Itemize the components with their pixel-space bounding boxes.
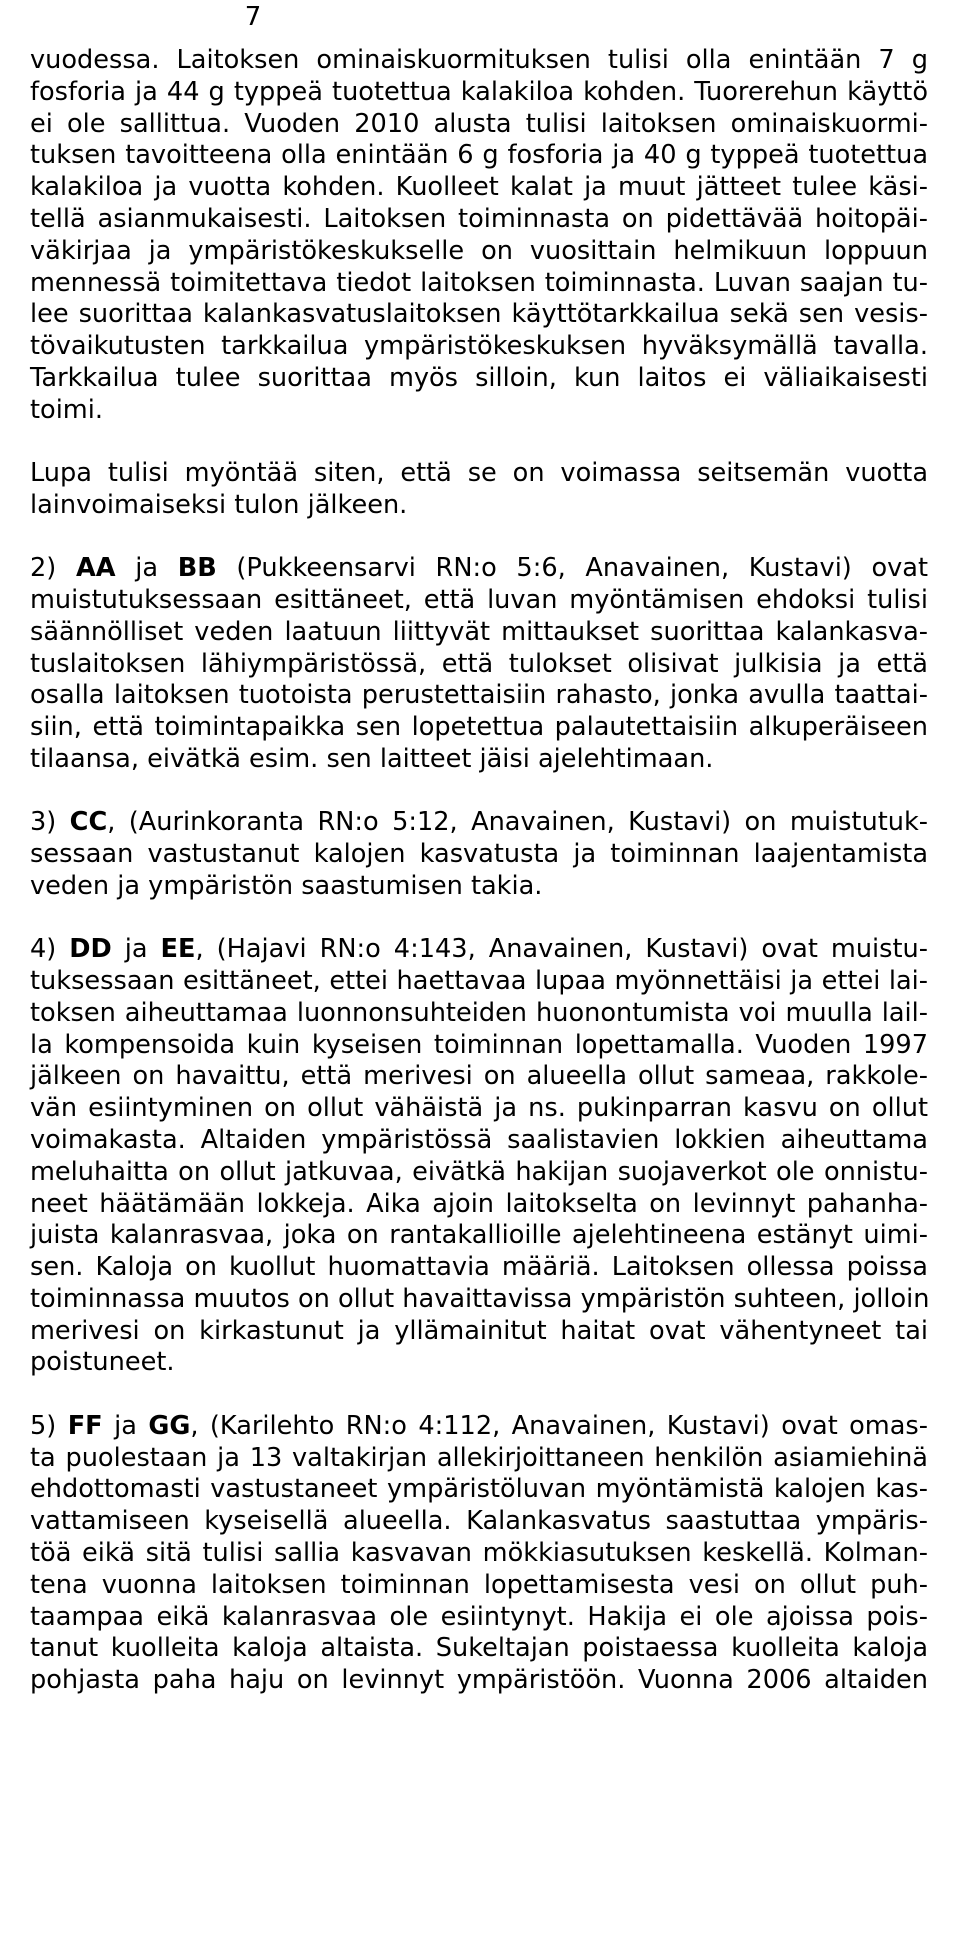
text-line: töä eikä sitä tulisi sallia kasvavan mökkiasutuksen keskellä. Kolman- [30, 1537, 928, 1568]
text-line: jälkeen on havaittu, että merivesi on alueella ollut sameaa, rakkole- [30, 1061, 928, 1092]
paragraph-item-4 [30, 934, 928, 1379]
text-line: voimakasta. Altaiden ympäristössä saalistavien lokkien aiheuttama [30, 1124, 928, 1155]
paragraph-1 [30, 45, 928, 427]
text-line: neet häätämään lokkeja. Aika ajoin laitokselta on levinnyt pahanha- [30, 1188, 928, 1219]
text-line: tövaikutusten tarkkailua ympäristökeskuksen hyväksymällä tavalla. [30, 331, 928, 362]
conjunction: ja [102, 1410, 149, 1441]
text-line: Tarkkailua tulee suorittaa myös silloin, kun laitos ei väliaikaisesti [30, 362, 928, 393]
text-line: tilaansa, eivätkä esim. sen laitteet jäisi ajelehtimaan. [30, 743, 714, 774]
item-number: 5) [30, 1410, 68, 1441]
text-line [30, 807, 928, 839]
text-line [30, 553, 928, 585]
text-line: kalakiloa ja vuotta kohden. Kuolleet kalat ja muut jätteet tulee käsi- [30, 172, 928, 203]
line-text: , (Aurinkoranta RN:o 5:12, Anavainen, Kustavi) on muistutuk- [107, 807, 929, 838]
text-line: toiminnassa muutos on ollut havaittavissa ympäristön suhteen, jolloin [30, 1283, 930, 1314]
text-line: väkirjaa ja ympäristökeskukselle on vuosittain helmikuun loppuun [30, 235, 928, 266]
text-line: mennessä toimitettava tiedot laitoksen toiminnasta. Luvan saajan tu- [30, 267, 928, 298]
text-line: juista kalanrasvaa, joka on rantakallioille ajelehtineena estänyt uimi- [30, 1220, 928, 1251]
text-line: toimi. [30, 394, 103, 425]
paragraph-item-3 [30, 807, 928, 902]
line-text: , (Karilehto RN:o 4:112, Anavainen, Kustavi) ovat omas- [190, 1410, 928, 1441]
paragraph-2 [30, 458, 928, 522]
text-line: veden ja ympäristön saastumisen takia. [30, 870, 543, 901]
party-name: BB [177, 553, 217, 584]
text-line: lee suorittaa kalankasvatuslaitoksen käyttötarkkailua sekä sen vesis- [30, 299, 928, 330]
page-number: 7 [244, 2, 262, 32]
text-line: Lupa tulisi myöntää siten, että se on voimassa seitsemän vuotta [30, 458, 928, 489]
text-line: poistuneet. [30, 1347, 175, 1378]
line-text: , (Hajavi RN:o 4:143, Anavainen, Kustavi) ovat muistu- [195, 934, 928, 965]
paragraph-item-5 [30, 1411, 928, 1697]
text-line: tellä asianmukaisesti. Laitoksen toiminnasta on pidettävää hoitopäi- [30, 203, 928, 234]
text-line: tena vuonna laitoksen toiminnan lopettamisesta vesi on ollut puh- [30, 1569, 928, 1600]
text-line: siin, että toimintapaikka sen lopetettua palautettaisiin alkuperäiseen [30, 712, 928, 743]
text-line: la kompensoida kuin kyseisen toiminnan lopettamalla. Vuoden 1997 [30, 1029, 928, 1060]
text-line: ei ole sallittua. Vuoden 2010 alusta tulisi laitoksen ominaiskuormi- [30, 108, 928, 139]
text-line: ehdottomasti vastustaneet ympäristöluvan myöntämistä kalojen kas- [30, 1474, 928, 1505]
text-line: tuslaitoksen lähiympäristössä, että tulokset olisivat julkisia ja että [30, 648, 928, 679]
text-line: säännölliset veden laatuun liittyvät mittaukset suorittaa kalankasva- [30, 616, 928, 647]
paragraph-item-2 [30, 553, 928, 776]
text-line: meluhaitta on ollut jatkuvaa, eivätkä hakijan suojaverkot ole onnistu- [30, 1156, 928, 1187]
item-number: 2) [30, 553, 76, 584]
text-line: muistutuksessaan esittäneet, että luvan myöntämisen ehdoksi tulisi [30, 584, 928, 615]
item-number: 3) [30, 807, 70, 838]
text-line: tuksessaan esittäneet, ettei haettavaa lupaa myönnettäisi ja ettei lai- [30, 965, 928, 996]
item-number: 4) [30, 934, 70, 965]
text-line [30, 1411, 928, 1443]
party-name: EE [160, 934, 196, 965]
line-text: (Pukkeensarvi RN:o 5:6, Anavainen, Kustavi) ovat [216, 553, 928, 584]
party-name: AA [75, 553, 116, 584]
party-name: CC [69, 807, 108, 838]
party-name: GG [148, 1410, 191, 1441]
text-line: pohjasta paha haju on levinnyt ympäristöön. Vuonna 2006 altaiden [30, 1665, 928, 1696]
text-line: sen. Kaloja on kuollut huomattavia määriä. Laitoksen ollessa poissa [30, 1252, 928, 1283]
text-line: taampaa eikä kalanrasvaa ole esiintynyt. Hakija ei ole ajoissa pois- [30, 1601, 928, 1632]
text-line: ta puolestaan ja 13 valtakirjan allekirjoittaneen henkilön asiamiehinä [30, 1442, 928, 1473]
text-line: vuodessa. Laitoksen ominaiskuormituksen tulisi olla enintään 7 g [30, 45, 928, 75]
text-line: lainvoimaiseksi tulon jälkeen. [30, 489, 408, 520]
party-name: DD [69, 934, 112, 965]
text-line: tanut kuolleita kaloja altaista. Sukeltajan poistaessa kuolleita kaloja [30, 1633, 928, 1664]
text-line: fosforia ja 44 g typpeä tuotettua kalakiloa kohden. Tuorerehun käyttö [30, 76, 928, 107]
party-name: FF [67, 1410, 103, 1441]
conjunction: ja [115, 553, 178, 584]
text-line [30, 934, 928, 966]
text-line: tuksen tavoitteena olla enintään 6 g fosforia ja 40 g typpeä tuotettua [30, 140, 928, 171]
text-line: vattamiseen kyseisellä alueella. Kalankasvatus saastuttaa ympäris- [30, 1506, 928, 1537]
document-body [30, 45, 928, 1697]
text-line: merivesi on kirkastunut ja yllämainitut haitat ovat vähentyneet tai [30, 1315, 928, 1346]
text-line: osalla laitoksen tuotoista perustettaisiin rahasto, jonka avulla taattai- [30, 680, 928, 711]
text-line: toksen aiheuttamaa luonnonsuhteiden huonontumista voi muulla lail- [30, 997, 928, 1028]
conjunction: ja [111, 934, 161, 965]
text-line: vän esiintyminen on ollut vähäistä ja ns. pukinparran kasvu on ollut [30, 1093, 928, 1124]
text-line: sessaan vastustanut kalojen kasvatusta ja toiminnan laajentamista [30, 839, 928, 870]
